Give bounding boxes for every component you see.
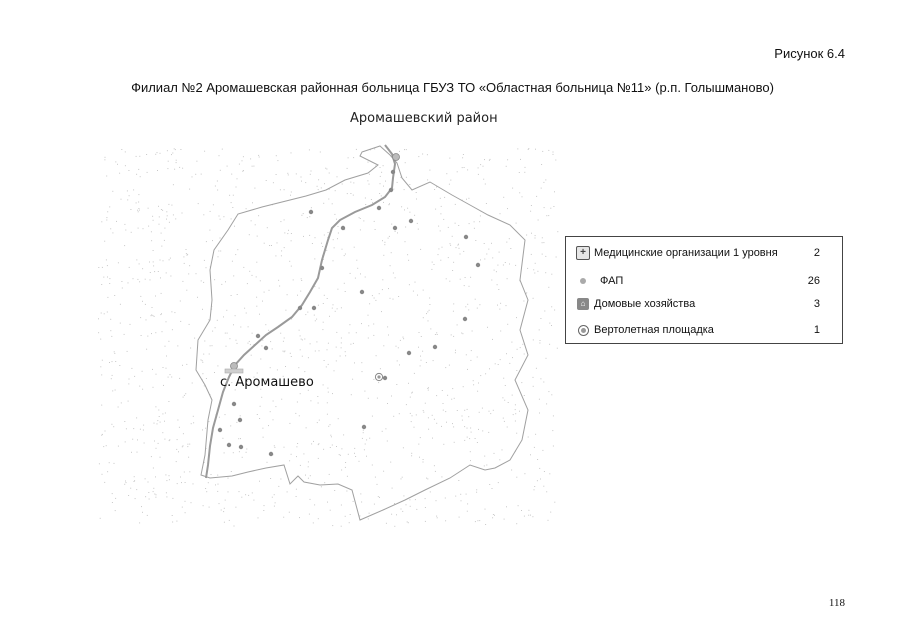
fap-marker: [264, 346, 268, 350]
village-aromashevo-marker: [225, 369, 243, 373]
fap-marker: [298, 306, 302, 310]
village-label: с. Аромашево: [220, 375, 314, 390]
fap-marker: [391, 170, 395, 174]
fap-marker: [238, 418, 242, 422]
fap-marker: [464, 235, 468, 239]
medical-cross-icon: +: [576, 246, 590, 260]
fap-marker: [232, 402, 236, 406]
legend-label: Домовые хозяйства: [594, 298, 696, 310]
legend-count: 3: [813, 298, 820, 310]
fap-marker: [362, 425, 366, 429]
figure-label: Рисунок 6.4: [774, 46, 845, 61]
fap-marker: [393, 226, 397, 230]
legend-count: 26: [807, 275, 820, 287]
fap-marker: [256, 334, 260, 338]
medical-organization-markers: [231, 154, 400, 370]
legend-label: Медицинские организации 1 уровня: [594, 247, 778, 259]
map-background-speckle: [98, 148, 558, 527]
fap-dot-icon: [576, 274, 590, 288]
legend-label: Вертолетная площадка: [594, 324, 714, 336]
legend-row: [566, 272, 842, 290]
main-road: [206, 145, 395, 478]
legend-count: 1: [813, 324, 820, 336]
medical-organization-marker: [393, 154, 400, 161]
page-number: 118: [828, 597, 845, 609]
fap-marker: [227, 443, 231, 447]
map-title: Аромашевский район: [350, 111, 498, 126]
helipad-icon: [576, 323, 590, 337]
fap-marker: [360, 290, 364, 294]
medical-organization-marker: [231, 363, 238, 370]
fap-marker: [409, 219, 413, 223]
fap-marker: [433, 345, 437, 349]
fap-marker: [309, 210, 313, 214]
fap-marker: [389, 188, 393, 192]
fap-marker: [239, 445, 243, 449]
fap-markers: [218, 170, 480, 456]
legend-row: [566, 244, 842, 262]
legend-row: [566, 295, 842, 313]
fap-marker: [383, 376, 387, 380]
helipad-marker: [375, 373, 382, 380]
household-icon: ⌂: [576, 297, 590, 311]
fap-marker: [218, 428, 222, 432]
fap-marker: [341, 226, 345, 230]
legend-label: ФАП: [600, 275, 624, 287]
legend-row: [566, 321, 842, 339]
legend-count: 2: [813, 247, 820, 259]
fap-marker: [377, 206, 381, 210]
fap-marker: [407, 351, 411, 355]
fap-marker: [312, 306, 316, 310]
fap-marker: [476, 263, 480, 267]
fap-marker: [269, 452, 273, 456]
fap-marker: [463, 317, 467, 321]
fap-marker: [320, 266, 324, 270]
map-legend: [565, 236, 843, 344]
district-boundary: [196, 146, 528, 520]
figure-caption: Филиал №2 Аромашевская районная больница ГБУЗ ТО «Областная больница №11» (р.п. Голышманово): [131, 80, 774, 95]
